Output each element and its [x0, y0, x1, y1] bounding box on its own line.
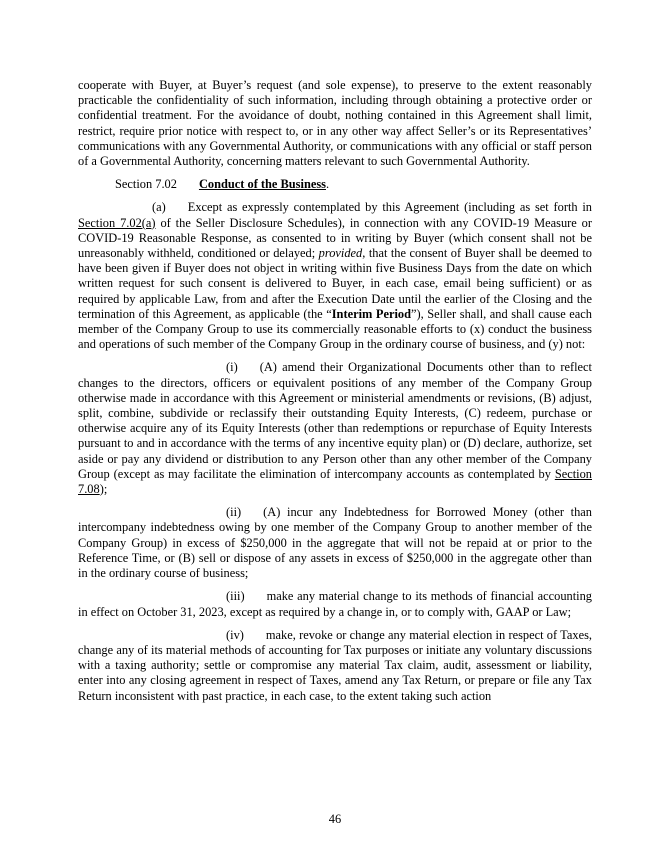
section-heading-7-02: Section 7.02 Conduct of the Business. — [115, 177, 330, 192]
document-body — [78, 78, 592, 712]
clause-iii-paragraph: (iii) make any material change to its methods of financial accounting in effect on October 31, 2023, except as required by a change in, or to comply with, GAAP or Law; — [78, 589, 592, 619]
clause-i-paragraph: (i) (A) amend their Organizational Documents other than to reflect changes to the directors, officers or equivalent positions of any member of the Company Group otherwise made in accordance with this Agreement or ministerial amendments or revisions, (B) adjust, split, combine, subdivide or reclassify their outstanding Equity Interests, (C) redeem, purchase or otherwise acquire any of its Equity Interests (other than redemptions or repurchase of Equity Interests pursuant to and in accordance with the terms of any incentive equity plan) or (D) declare, authorize, set aside or pay any dividend or distribution to any Person other than any other member of the Company Group (except as may facilitate the elimination of intercompany accounts as contemplated by Section 7.08); — [78, 360, 592, 497]
body-paragraph-continuation: cooperate with Buyer, at Buyer’s request (and sole expense), to preserve to the extent reasonably practicable the confidentiality of such information, including through obtaining a protective order or confidential treatment. For the avoidance of doubt, nothing contained in this Agreement shall limit, restrict, require prior notice with respect to, or in any other way affect Seller’s or its Representatives’ communications with any Governmental Authority, or communications with any official or staff person of a Governmental Authority, concerning matters relevant to such Governmental Authority. — [78, 78, 592, 169]
clause-ii-paragraph: (ii) (A) incur any Indebtedness for Borrowed Money (other than intercompany indebtedness owing by one member of the Company Group to another member of the Company Group) in excess of $250,000 in the aggregate that will not be repaid at or prior to the Reference Time, or (B) sell or dispose of any assets in excess of $250,000 in the aggregate other than in the ordinary course of business; — [78, 505, 592, 581]
page-number: 46 — [328, 812, 342, 826]
clause-iv-paragraph: (iv) make, revoke or change any material election in respect of Taxes, change any of its material methods of accounting for Tax purposes or initiate any voluntary discussions with a taxing authority; settle or compromise any material Tax claim, audit, assessment or liability, enter into any closing agreement in respect of Taxes, amend any Tax Return, or prepare or file any Tax Return inconsistent with past practice, in each case, to the extent taking such action — [78, 627, 592, 703]
clause-a-paragraph: (a) Except as expressly contemplated by this Agreement (including as set forth in Section 7.02(a) of the Seller Disclosure Schedules), in connection with any COVID-19 Measure or COVID-19 Reasonable Response, as consented to in writing by Buyer (which consent shall not be unreasonably withheld, conditioned or delayed; provided, that the consent of Buyer shall be deemed to have been given if Buyer does not object in writing within five Business Days from the date on which written request for such consent is delivered to Buyer, in each case, email being sufficient) or as required by applicable Law, from and after the Execution Date until the earlier of the Closing and the termination of this Agreement, as applicable (the “Interim Period”), Seller shall, and shall cause each member of the Company Group to use its commercially reasonable efforts to (x) conduct the business and operations of such member of the Company Group in the ordinary course of business, and (y) not: — [78, 200, 593, 352]
